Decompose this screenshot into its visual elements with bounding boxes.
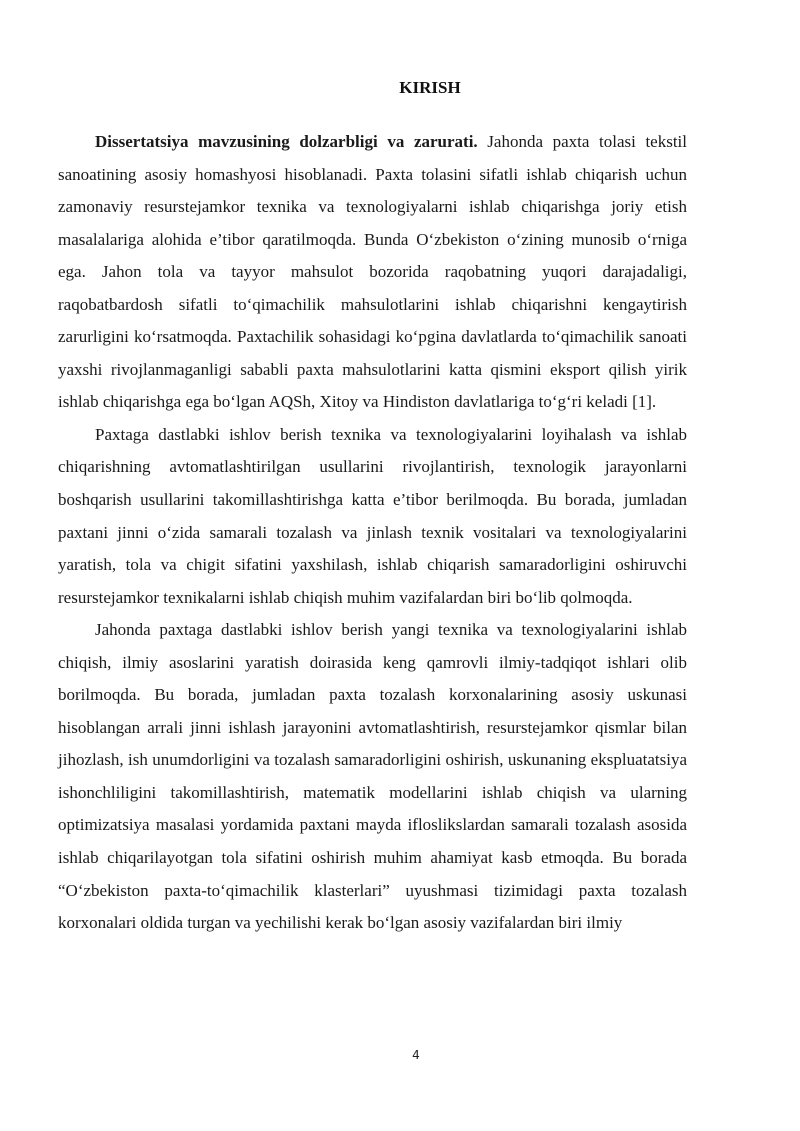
paragraph-1 (58, 126, 687, 419)
paragraph-3: Jahonda paxtaga dastlabki ishlov berish yangi texnika va texnologiyalarini ishlab chiqish, ilmiy asoslarini yaratish doirasida keng qamrovli ilmiy-tadqiqot ishlari olib borilmoqda. Bu borada, jumladan paxta tozalash korxonalarining asosiy uskunasi hisoblangan arrali jinni ishlash jarayonini avtomatlashtirish, resurstejamkor qismlar bilan jihozlash, ish unumdorligini va tozalash samaradorligini oshirish, uskunaning ekspluatatsiya ishonchliligini takomillashtirish, matematik modellarini ishlab chiqish va ularning optimizatsiya masalasi yordamida paxtani mayda ifloslikslardan samarali tozalash asosida ishlab chiqarilayotgan tola sifatini oshirish muhim ahamiyat kasb etmoqda. Bu borada “O‘zbekiston paxta-to‘qimachilik klasterlari” uyushmasi tizimidagi paxta tozalash korxonalari oldida turgan va yechilishi kerak bo‘lgan asosiy vazifalardan biri ilmiy (58, 620, 687, 933)
page-heading: KIRISH (399, 78, 461, 97)
body-text (58, 126, 687, 940)
paragraph-2: Paxtaga dastlabki ishlov berish texnika va texnologiyalarini loyihalash va ishlab chiqarishning avtomatlashtirilgan usullarini rivojlantirish, texnologik jarayonlarni boshqarish usullarini takomillashtirishga katta e’tibor berilmoqda. Bu borada, jumladan paxtani jinni o‘zida samarali tozalash va jinlash texnik vositalari va texnologiyalarini yaratish, tola va chigit sifatini yaxshilash, ishlab chiqarish samaradorligini oshiruvchi resurstejamkor texnikalarni ishlab chiqish muhim vazifalardan biri bo‘lib qolmoqda. (58, 424, 687, 607)
page-number: 4 (412, 1048, 420, 1062)
paragraph-1-text: Jahonda paxta tolasi tekstil sanoatining asosiy homashyosi hisoblanadi. Paxta tolasini sifatli ishlab chiqarish uchun zamonaviy resurstejamkor texnika va texnologiyalarni ishlab chiqarishga joriy etish masalalariga alohida e’tibor qaratilmoqda. Bunda O‘zbekiston o‘zining munosib o‘rniga ega. Jahon tola va tayyor mahsulot bozorida raqobatning yuqori darajadaligi, raqobatbardosh sifatli to‘qimachilik mahsulotlarini ishlab chiqarishni kengaytirish zarurligini ko‘rsatmoqda. Paxtachilik sohasidagi ko‘pgina davlatlarda to‘qimachilik sanoati yaxshi rivojlanmaganligi sababli paxta mahsulotlarini katta qismini eksport qilish yirik ishlab chiqarishga ega bo‘lgan AQSh, Xitoy va Hindiston davlatlariga to‘g‘ri keladi [1]. (58, 132, 688, 412)
paragraph-lead: Dissertatsiya mavzusining dolzarbligi va zarurati. (95, 132, 478, 151)
